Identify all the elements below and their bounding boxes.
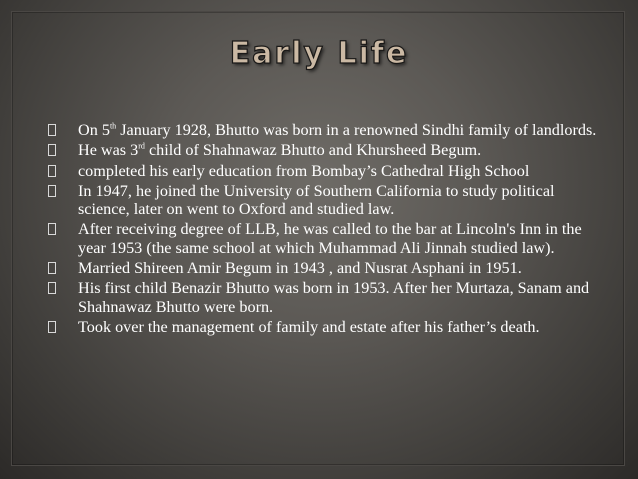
bullet-list <box>48 121 608 338</box>
bullet-box-icon <box>48 282 56 294</box>
bullet-text: On 5th January 1928, Bhutto was born in a renowned Sindhi family of landlords. <box>78 121 597 139</box>
bullet-text: He was 3rd child of Shahnawaz Bhutto and Khursheed Begum. <box>78 141 482 160</box>
bullet-item <box>48 182 608 219</box>
bullet-box-icon <box>48 144 56 156</box>
bullet-text: Took over the management of family and estate after his father’s death. <box>78 317 540 336</box>
slide-title: Early Life <box>229 36 409 71</box>
bullet-box-icon <box>48 124 56 136</box>
bullet-box-icon <box>48 223 56 235</box>
bullet-item <box>48 141 608 159</box>
bullet-text: In 1947, he joined the University of Southern California to study political science, later on went to Oxford and studied law. <box>78 181 555 219</box>
bullet-text: His first child Benazir Bhutto was born in 1953. After her Murtaza, Sanam and Shahnawaz Bhutto were born. <box>78 279 590 316</box>
bullet-item <box>48 162 608 180</box>
bullet-item <box>48 121 608 139</box>
bullet-box-icon <box>48 185 56 197</box>
bullet-item <box>48 279 608 316</box>
bullet-text: Married Shireen Amir Begum in 1943 , and Nusrat Asphani in 1951. <box>78 259 522 278</box>
bullet-text: completed his early education from Bombay’s Cathedral High School <box>78 161 530 180</box>
bullet-box-icon <box>48 165 56 177</box>
bullet-item <box>48 318 608 336</box>
bullet-box-icon <box>48 262 56 274</box>
bullet-item <box>48 220 608 257</box>
bullet-item <box>48 259 608 277</box>
bullet-text: After receiving degree of LLB, he was called to the bar at Lincoln's Inn in the year 1953 (the same school at which Muhammad Ali Jinnah studied law). <box>78 220 582 257</box>
bullet-box-icon <box>48 321 56 333</box>
